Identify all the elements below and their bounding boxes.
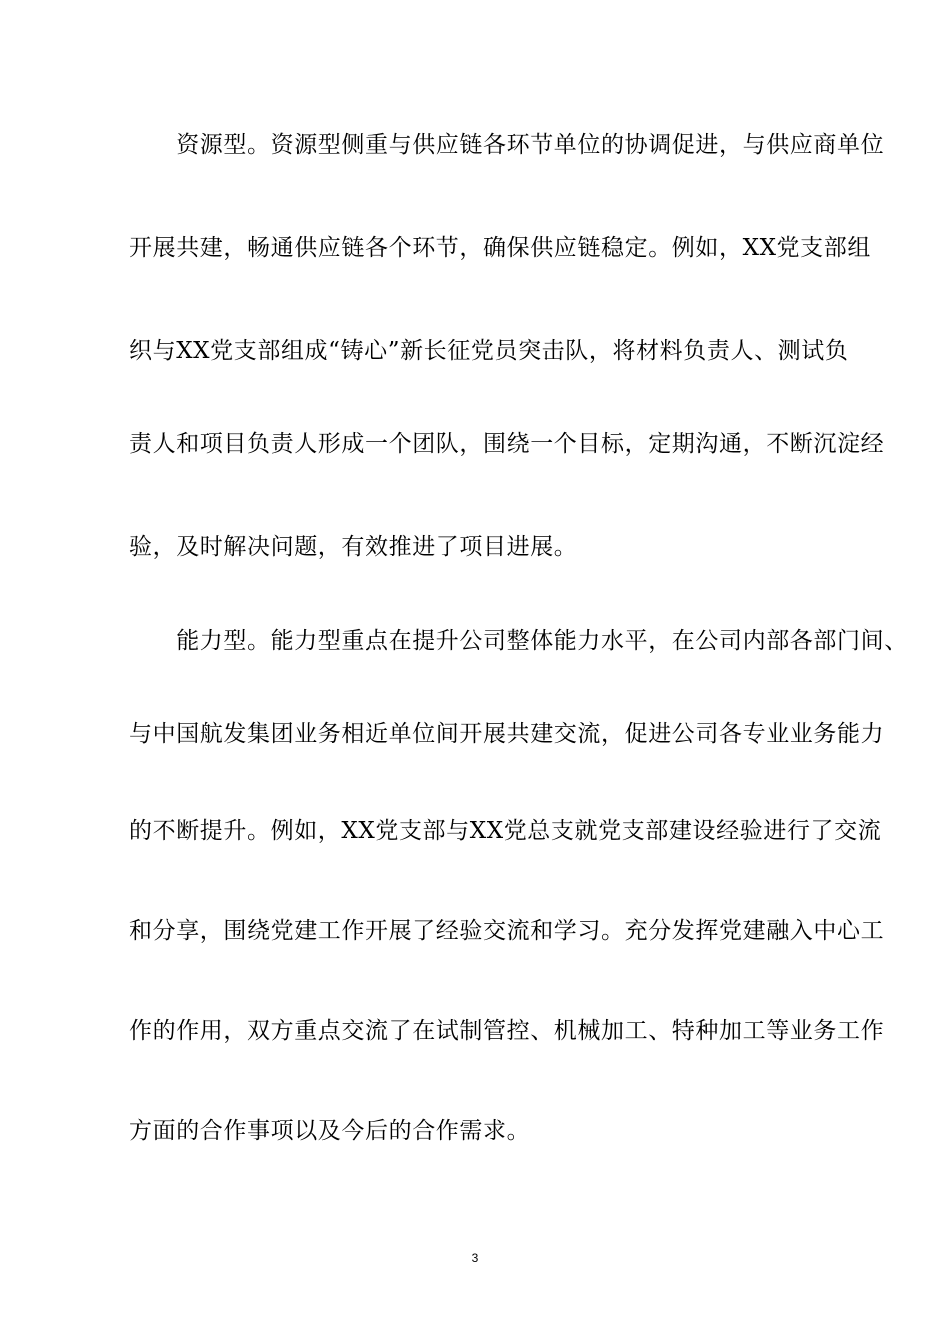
paragraph-1-line-1: 资源型。资源型侧重与供应链各环节单位的协调促进，与供应商单位 bbox=[129, 132, 885, 158]
paragraph-1-line-4: 责人和项目负责人形成一个团队，围绕一个目标，定期沟通，不断沉淀经 bbox=[129, 431, 885, 457]
paragraph-2-line-2: 与中国航发集团业务相近单位间开展共建交流，促进公司各专业业务能力 bbox=[129, 721, 885, 747]
paragraph-2-line-3: 的不断提升。例如，XX党支部与XX党总支就党支部建设经验进行了交流 bbox=[129, 818, 882, 844]
page-number: 3 bbox=[471, 1251, 479, 1265]
paragraph-1-line-3: 织与XX党支部组成“铸心”新长征党员突击队，将材料负责人、测试负 bbox=[129, 338, 849, 364]
paragraph-2-line-1: 能力型。能力型重点在提升公司整体能力水平，在公司内部各部门间、 bbox=[129, 628, 908, 654]
paragraph-2-line-4: 和分享，围绕党建工作开展了经验交流和学习。充分发挥党建融入中心工 bbox=[129, 918, 885, 944]
paragraph-2-line-6: 方面的合作事项以及今后的合作需求。 bbox=[129, 1118, 531, 1144]
paragraph-1-line-2: 开展共建，畅通供应链各个环节，确保供应链稳定。例如，XX党支部组 bbox=[129, 235, 871, 261]
paragraph-1-line-5: 验，及时解决问题，有效推进了项目进展。 bbox=[129, 534, 578, 560]
paragraph-2-line-5: 作的作用，双方重点交流了在试制管控、机械加工、特种加工等业务工作 bbox=[129, 1018, 885, 1044]
